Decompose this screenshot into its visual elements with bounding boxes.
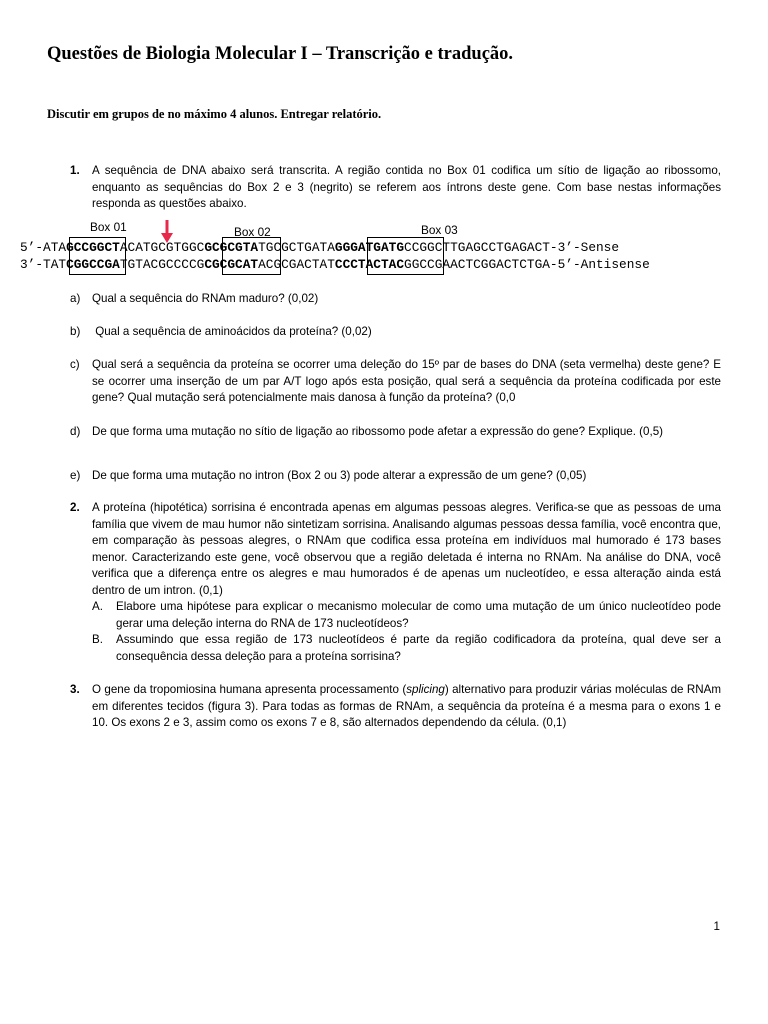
- q2-item-b-text: Assumindo que essa região de 173 nucleotídeos é parte da região codificadora da proteína, qual deve ser a consequência dessa deleção para a proteína sorrisina?: [116, 633, 721, 663]
- question-2-number: 2.: [70, 501, 80, 514]
- q1-item-e-label: e): [70, 469, 81, 482]
- box-01-label: Box 01: [90, 220, 127, 234]
- instructions: Discutir em grupos de no máximo 4 alunos. Entregar relatório.: [47, 107, 382, 121]
- q1-item-d-label: d): [70, 425, 81, 438]
- question-1-text: A sequência de DNA abaixo será transcrita. A região contida no Box 01 codifica um sítio de ligação ao ribossomo, enquanto as sequências do Box 2 e 3 (negrito) se referem aos íntrons deste gene. Com base nestas informações responda as questões abaixo.: [92, 164, 721, 210]
- question-3-number: 3.: [70, 683, 80, 696]
- q1-item-c-text: Qual será a sequência da proteína se ocorrer uma deleção do 15º par de bases do DNA (seta vermelha) deste gene? E se ocorrer uma inserção de um par A/T logo após esta posição, qual será a sequência da proteína codificada por este gene? Qual mutação será potencialmente mais danosa à função da proteína? (0,0: [92, 358, 721, 404]
- question-1-number: 1.: [70, 164, 80, 177]
- question-3-text: O gene da tropomiosina humana apresenta processamento (splicing) alternativo para produzir várias moléculas de RNAm em diferentes tecidos (figura 3). Para todas as formas de RNAm, a sequência da proteína é a mesma para o exons 1 e 10. Os exons 2 e 3, assim como os exons 7 e 8, são alternados dependendo da célula. (0,1): [92, 683, 721, 729]
- q2-item-a-text: Elabore uma hipótese para explicar o mecanismo molecular de como uma mutação de um único nucleotídeo pode gerar uma deleção interna do RNA de 173 nucleotídeos?: [116, 600, 721, 630]
- q1-item-b-text: Qual a sequência de aminoácidos da proteína? (0,02): [92, 325, 372, 338]
- dna-sense-strand: 5’-ATAGCCGGCTACATGCGTGGCGCGCGTATGCGCTGATAGGGATGATGCCGGCTTGAGCCTGAGACT-3’-Sense: [20, 240, 620, 255]
- q1-item-a-text: Qual a sequência do RNAm maduro? (0,02): [92, 292, 319, 305]
- q1-item-b-label: b): [70, 325, 81, 338]
- page-title: Questões de Biologia Molecular I – Transcrição e tradução.: [47, 44, 514, 64]
- box-02-frame: [222, 237, 281, 275]
- box-03-frame: [367, 237, 444, 275]
- q1-item-a-label: a): [70, 292, 81, 305]
- dna-antisense-strand: 3’-TATCGGCCGATGTACGCCCCGCGCGCATACGCGACTATCCCTACTACGGCCGAACTCGGACTCTGA-5’-Antisense: [20, 257, 650, 272]
- q2-item-b-label: B.: [92, 633, 103, 646]
- q1-item-c-label: c): [70, 358, 80, 371]
- q2-item-a-label: A.: [92, 600, 103, 613]
- q1-item-d-text: De que forma uma mutação no sítio de ligação ao ribossomo pode afetar a expressão do gene? Explique. (0,5): [92, 425, 664, 438]
- box-02-label: Box 02: [234, 225, 271, 239]
- box-01-frame: [69, 237, 126, 275]
- question-2-text: A proteína (hipotética) sorrisina é encontrada apenas em algumas pessoas alegres. Verifica-se que as pessoas de uma família que vivem de mau humor não sintetizam sorrisina. Analisando algumas pessoas dessa família, você encontra que, em comparação às pessoas alegres, o RNAm que codifica essa proteína em indivíduos mal humorado é 173 bases menor. Caracterizando este gene, você observou que a região deletada é interna no RNAm. Na análise do DNA, você verifica que a diferença entre os alegres e mau humorados é de apenas um nucleotídeo, e essa alteração ainda está dentro de um intron. (0,1): [92, 501, 721, 597]
- page-number: 1: [713, 920, 720, 933]
- q1-item-e-text: De que forma uma mutação no intron (Box 2 ou 3) pode alterar a expressão de um gene? (0,05): [92, 469, 587, 482]
- box-03-label: Box 03: [421, 223, 458, 237]
